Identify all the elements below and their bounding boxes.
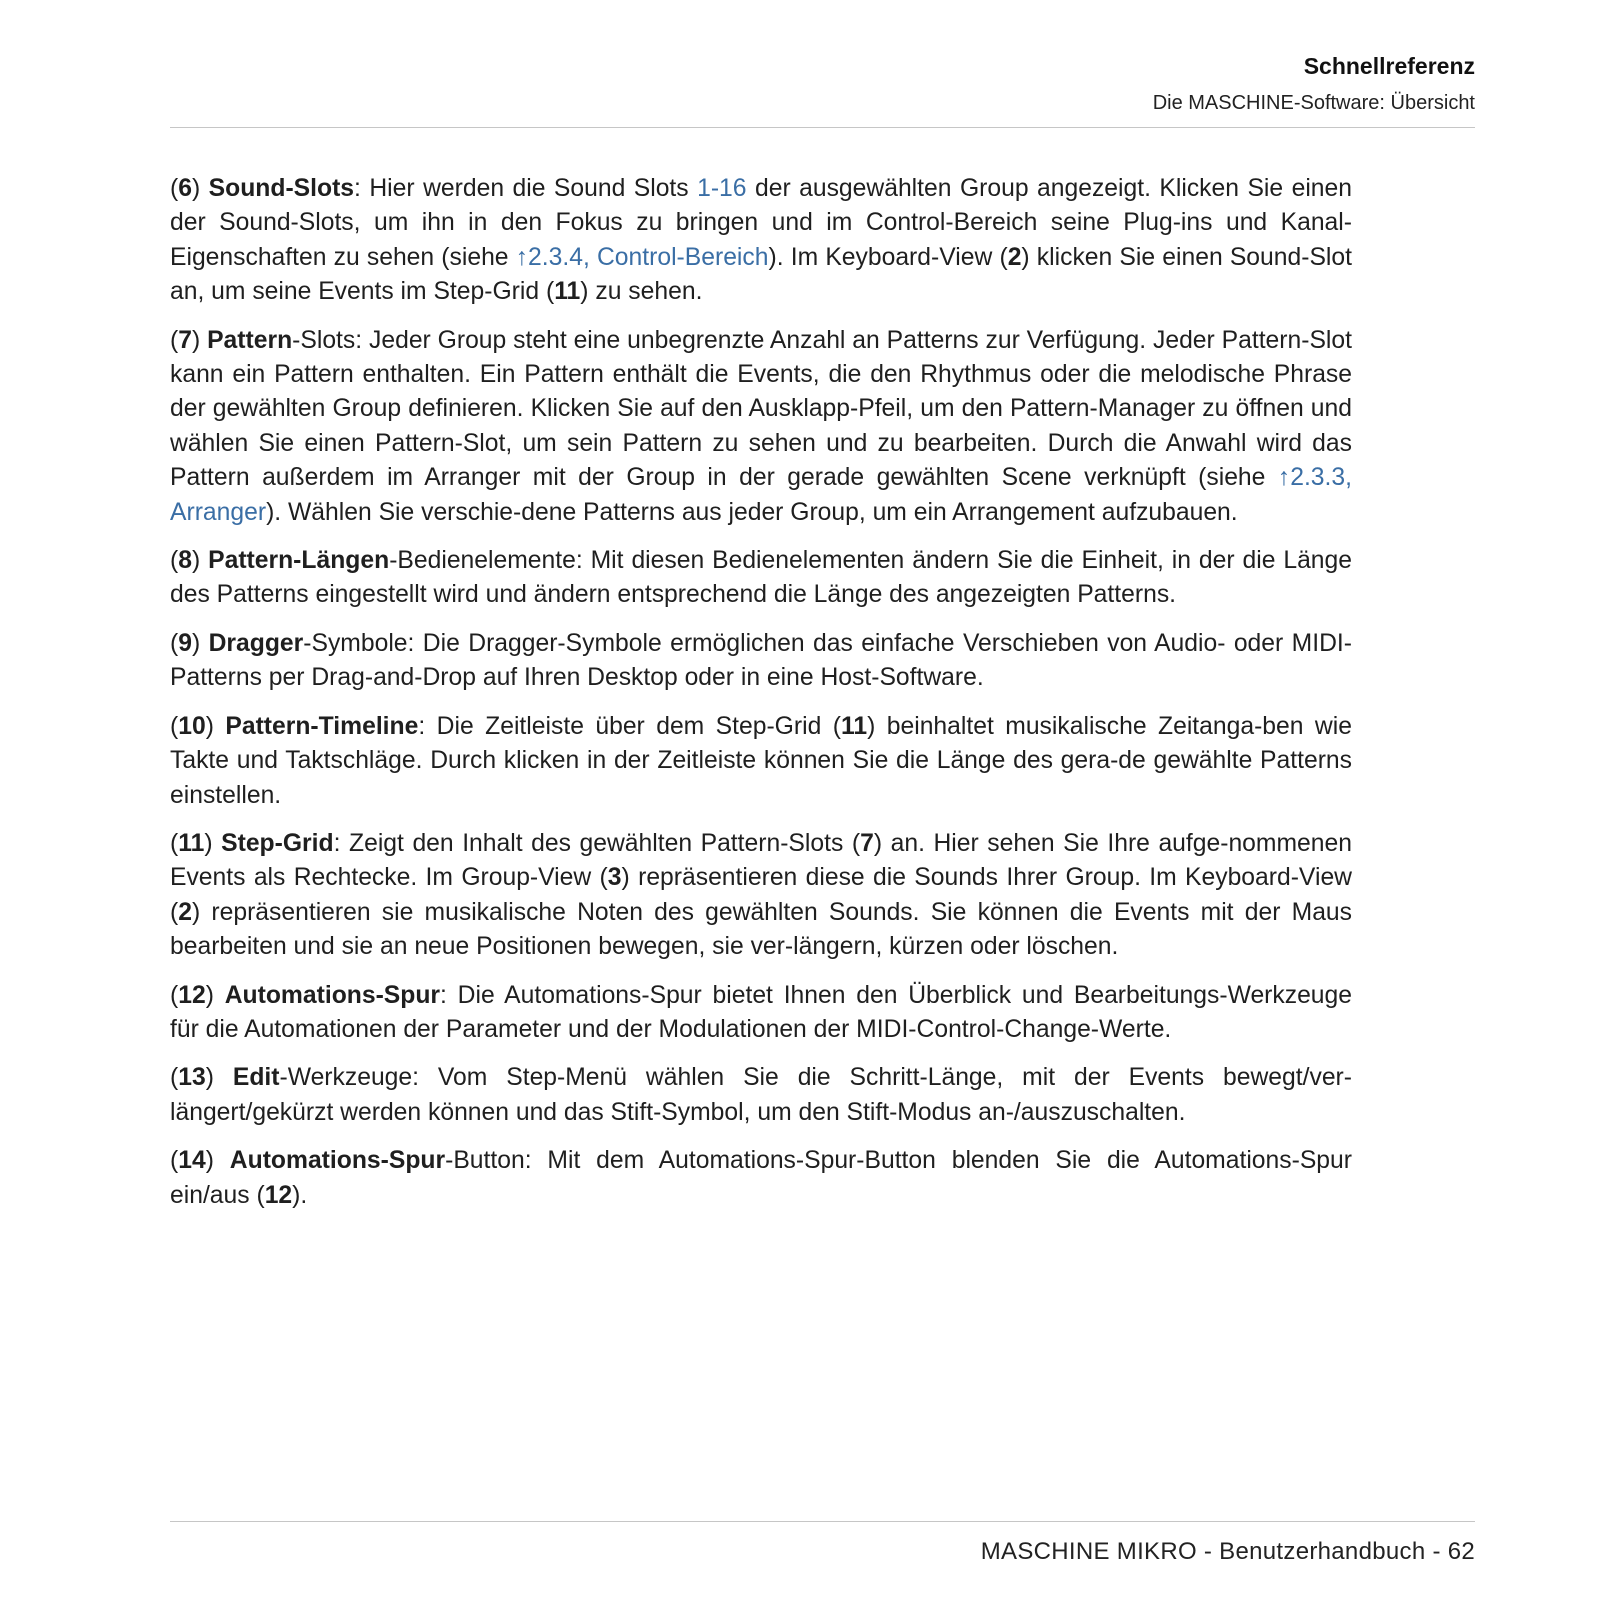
ref-number: 7 [860, 829, 874, 857]
paragraph-text: : Die Zeitleiste über dem Step-Grid ( [418, 712, 841, 740]
paragraph-text: ) zu sehen. [580, 278, 703, 306]
paragraph-6: (6) Sound-Slots: Hier werden die Sound Slots 1-16 der ausgewählten Group angezeigt. Klicken Sie einen der Sound-Slots, um ihn in den Fokus zu bringen und im Control-Bereich seine Plug-ins und Kanal-Eigenschaften zu sehen (siehe ↑2.3.4, Control-Bereich). Im Keyboard-View (2) klicken Sie einen Sound-Slot an, um seine Events im Step-Grid (11) zu sehen. [170, 175, 1352, 306]
item-number: 13 [178, 1064, 206, 1092]
item-term: Sound-Slots [208, 175, 355, 202]
ref-number: 11 [840, 712, 868, 740]
item-number: 8 [178, 547, 192, 575]
paragraph-text: ). Im Keyboard-View ( [768, 243, 1008, 271]
paragraph-8: (8) Pattern-Längen-Bedienelemente: Mit diesen Bedienelementen ändern Sie die Einheit, in der die Länge des Patterns eingestellt wird und ändern entsprechend die Länge des angezeigten Patterns. [170, 547, 1352, 609]
ref-number: 3 [607, 864, 622, 892]
ref-number: 11 [554, 278, 581, 306]
item-number: 11 [178, 829, 205, 857]
paragraph-text: : Die Automations-Spur bietet Ihnen den Überblick und Bearbeitungs-Werkzeuge für die Automationen der Parameter und der Modulationen der MIDI-Control-Change-Werte. [170, 981, 1352, 1043]
item-number: 12 [178, 981, 206, 1009]
item-term: Automations-Spur [229, 1147, 446, 1175]
main-content [170, 172, 1352, 1227]
item-number: 6 [178, 175, 192, 202]
section-subtitle: Die MASCHINE-Software: Übersicht [1152, 92, 1475, 114]
paragraph-text: -Slots: Jeder Group steht eine unbegrenzte Anzahl an Patterns zur Verfügung. Jeder Pattern-Slot kann ein Pattern enthalten. Ein Pattern enthält die Events, die den Rhythmus oder die melodische Phrase der gewählten Group definieren. Klicken Sie auf den Ausklapp-Pfeil, um den Pattern-Manager zu öffnen und wählen Sie einen Pattern-Slot, um sein Pattern zu sehen und zu bearbeiten. Durch die Anwahl wird das Pattern außerdem im Arranger mit der Group in der gerade gewählten Scene verknüpft (siehe [170, 326, 1352, 492]
item-number: 10 [178, 712, 206, 740]
section-title: Schnellreferenz [1303, 53, 1475, 79]
paragraph-text: ) beinhaltet musikalische Zeitanga-ben wie Takte und Taktschläge. Durch klicken in der Zeitleiste können Sie die Länge des gera-de gewählte Patterns einstellen. [170, 712, 1352, 809]
paragraph-text: ). [292, 1181, 308, 1209]
item-number: 9 [178, 629, 192, 657]
paragraph-text: ) repräsentieren diese die Sounds Ihrer Group. Im Keyboard-View ( [170, 864, 1352, 926]
item-number: 14 [178, 1147, 206, 1175]
paragraph-9: (9) Dragger-Symbole: Die Dragger-Symbole ermöglichen das einfache Verschieben von Audio- oder MIDI-Patterns per Drag-and-Drop auf Ihren Desktop oder in eine Host-Software. [170, 629, 1352, 692]
paragraph-12: (12) Automations-Spur: Die Automations-Spur bietet Ihnen den Überblick und Bearbeitungs-Werkzeuge für die Automationen der Parameter und der Modulationen der MIDI-Control-Change-Werte. [170, 981, 1352, 1043]
arranger-link[interactable]: ↑2.3.3, Arranger [170, 464, 1352, 526]
item-term: Automations-Spur [224, 981, 441, 1009]
paragraph-text: -Werkzeuge: Vom Step-Menü wählen Sie die Schritt-Länge, mit der Events bewegt/ver-längert/gekürzt werden können und das Stift-Symbol, um den Stift-Modus an-/auszuschalten. [170, 1064, 1352, 1126]
footer-divider [170, 1521, 1475, 1522]
paragraph-text: der ausgewählten Group angezeigt. Klicken Sie einen der Sound-Slots, um ihn in den Fokus zu bringen und im Control-Bereich seine Plug-ins und Kanal-Eigenschaften zu sehen (siehe [170, 175, 1352, 271]
header-divider [170, 127, 1475, 128]
paragraph-text: ). Wählen Sie verschie-dene Patterns aus jeder Group, um ein Arrangement aufzubauen. [266, 498, 1238, 526]
item-term: Edit [232, 1064, 280, 1092]
paragraph-text: -Bedienelemente: Mit diesen Bedienelementen ändern Sie die Einheit, in der die Länge des Patterns eingestellt wird und ändern entsprechend die Länge des angezeigten Patterns. [170, 547, 1352, 609]
control-bereich-link[interactable]: ↑2.3.4, Control-Bereich [515, 243, 769, 271]
paragraph-text: : Zeigt den Inhalt des gewählten Pattern-Slots ( [333, 829, 861, 857]
item-term: Step-Grid [221, 829, 334, 857]
paragraph-text: -Button: Mit dem Automations-Spur-Button blenden Sie die Automations-Spur ein/aus ( [170, 1147, 1352, 1209]
paragraph-14: (14) Automations-Spur-Button: Mit dem Automations-Spur-Button blenden Sie die Automations-Spur ein/aus (12). [170, 1147, 1352, 1209]
item-term: Pattern-Längen [208, 547, 390, 575]
ref-number: 2 [1007, 243, 1022, 271]
paragraph-10: (10) Pattern-Timeline: Die Zeitleiste über dem Step-Grid (11) beinhaltet musikalische Zeitanga-ben wie Takte und Taktschläge. Durch klicken in der Zeitleiste können Sie die Länge des gera-de gewählte Patterns einstellen. [170, 712, 1352, 809]
slots-range-link[interactable]: 1-16 [697, 175, 747, 202]
page-footer: MASCHINE MIKRO - Benutzerhandbuch - 62 [980, 1538, 1475, 1565]
paragraph-13: (13) Edit-Werkzeuge: Vom Step-Menü wählen Sie die Schritt-Länge, mit der Events bewegt/ver-längert/gekürzt werden können und das Stift-Symbol, um den Stift-Modus an-/auszuschalten. [170, 1064, 1352, 1126]
ref-number: 2 [178, 898, 192, 926]
item-number: 7 [178, 326, 192, 354]
item-term: Pattern [207, 326, 293, 354]
paragraph-text: : Hier werden die Sound Slots [354, 175, 698, 202]
paragraph-7: (7) Pattern-Slots: Jeder Group steht eine unbegrenzte Anzahl an Patterns zur Verfügung. Jeder Pattern-Slot kann ein Pattern enthalten. Ein Pattern enthält die Events, die den Rhythmus oder die melodische Phrase der gewählten Group definieren. Klicken Sie auf den Ausklapp-Pfeil, um den Pattern-Manager zu öffnen und wählen Sie einen Pattern-Slot, um sein Pattern zu sehen und zu bearbeiten. Durch die Anwahl wird das Pattern außerdem im Arranger mit der Group in der gerade gewählten Scene verknüpft (siehe ↑2.3.3, Arranger). Wählen Sie verschie-dene Patterns aus jeder Group, um ein Arrangement aufzubauen. [170, 326, 1352, 526]
paragraph-text: ) repräsentieren sie musikalische Noten des gewählten Sounds. Sie können die Events mit der Maus bearbeiten und sie an neue Positionen bewegen, sie ver-längern, kürzen oder löschen. [170, 898, 1352, 961]
item-term: Pattern-Timeline [225, 712, 419, 740]
paragraph-11: (11) Step-Grid: Zeigt den Inhalt des gewählten Pattern-Slots (7) an. Hier sehen Sie Ihre aufge-nommenen Events als Rechtecke. Im Group-View (3) repräsentieren diese die Sounds Ihrer Group. Im Keyboard-View (2) repräsentieren sie musikalische Noten des gewählten Sounds. Sie können die Events mit der Maus bearbeiten und sie an neue Positionen bewegen, sie ver-längern, kürzen oder löschen. [170, 829, 1352, 961]
paragraph-text: -Symbole: Die Dragger-Symbole ermöglichen das einfache Verschieben von Audio- oder MIDI-Patterns per Drag-and-Drop auf Ihren Desktop oder in eine Host-Software. [170, 629, 1352, 692]
paragraph-text: ) an. Hier sehen Sie Ihre aufge-nommenen Events als Rechtecke. Im Group-View ( [170, 829, 1352, 892]
ref-number: 12 [264, 1181, 293, 1209]
paragraph-text: ) klicken Sie einen Sound-Slot an, um seine Events im Step-Grid ( [170, 243, 1352, 306]
item-term: Dragger [208, 629, 304, 657]
